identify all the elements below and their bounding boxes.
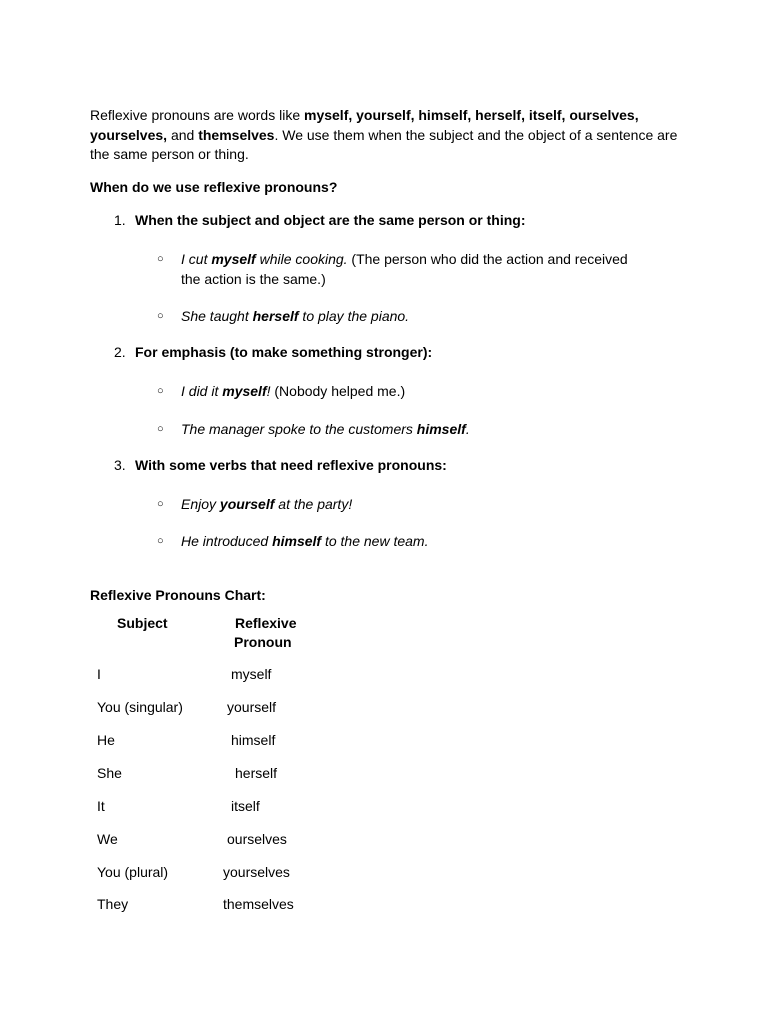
intro-paragraph xyxy=(90,106,680,165)
table-cell-subject: He xyxy=(97,732,115,748)
bullet-icon: ○ xyxy=(157,498,164,510)
list-number: 3. xyxy=(114,457,126,473)
table-cell-pronoun: himself xyxy=(231,732,276,748)
table-cell-subject: We xyxy=(97,831,118,847)
bullet-icon: ○ xyxy=(157,385,164,397)
example-text: Enjoy yourself at the party! xyxy=(181,496,353,512)
table-cell-subject: I xyxy=(97,666,101,682)
bullet-icon: ○ xyxy=(157,423,164,435)
question-heading: When do we use reflexive pronouns? xyxy=(90,179,338,195)
list-item-title: For emphasis (to make something stronger): xyxy=(135,344,433,360)
table-cell-pronoun: yourselves xyxy=(223,864,290,880)
table-cell-subject: It xyxy=(97,798,105,814)
example-text: I cut myself while cooking. (The person who did the action and received the action is the same.) xyxy=(181,251,628,287)
table-cell-pronoun: yourself xyxy=(227,699,277,715)
column-header-subject: Subject xyxy=(117,615,168,631)
bullet-icon: ○ xyxy=(157,535,164,547)
list-item-title: With some verbs that need reflexive pronouns: xyxy=(135,457,447,473)
list-item-title: When the subject and object are the same person or thing: xyxy=(135,212,526,228)
table-cell-pronoun: herself xyxy=(235,765,278,781)
table-cell-pronoun: ourselves xyxy=(227,831,287,847)
intro-bold-themselves: themselves xyxy=(198,126,275,143)
table-cell-pronoun: myself xyxy=(231,666,272,682)
bullet-icon: ○ xyxy=(157,253,164,265)
table-cell-pronoun: itself xyxy=(231,798,260,814)
example-text: The manager spoke to the customers himself. xyxy=(181,421,470,437)
intro-bold-yourselves: yourselves, xyxy=(90,126,168,143)
table-cell-pronoun: themselves xyxy=(223,896,294,912)
table-cell-subject: You (singular) xyxy=(97,699,183,715)
list-number: 2. xyxy=(114,344,126,360)
example-text: She taught herself to play the piano. xyxy=(181,308,410,324)
table-cell-subject: They xyxy=(97,896,129,912)
example-text: I did it myself! (Nobody helped me.) xyxy=(181,383,406,399)
column-header-pronoun-line1: Reflexive xyxy=(235,615,297,631)
intro-text-end: . We use them when the subject and the object of a sentence are the same person or thing. xyxy=(90,126,678,162)
bullet-icon: ○ xyxy=(157,310,164,322)
table-cell-subject: She xyxy=(97,765,122,781)
chart-title: Reflexive Pronouns Chart: xyxy=(90,587,266,603)
column-header-pronoun-line2: Pronoun xyxy=(234,634,292,650)
example-text: He introduced himself to the new team. xyxy=(181,533,429,549)
list-number: 1. xyxy=(114,212,126,228)
table-cell-subject: You (plural) xyxy=(97,864,169,880)
intro-text-and: and xyxy=(167,126,199,143)
intro-bold-list: myself, yourself, himself, herself, itself, ourselves, xyxy=(304,107,639,123)
intro-text: Reflexive pronouns are words like xyxy=(90,107,304,123)
